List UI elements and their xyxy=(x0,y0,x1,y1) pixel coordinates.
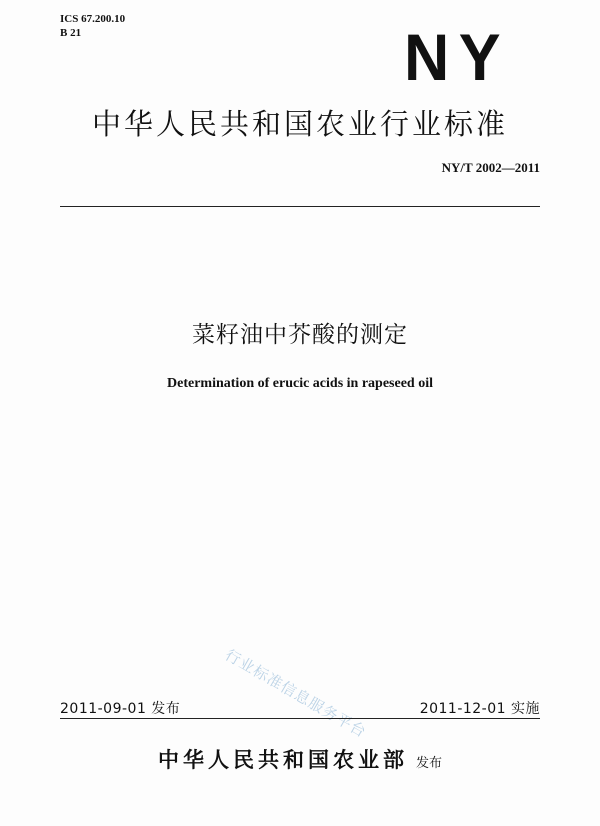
ics-code: ICS 67.200.10 xyxy=(60,13,126,25)
standard-number: NY/T 2002—2011 xyxy=(441,160,540,175)
issuer-name: 中华人民共和国农业部 xyxy=(157,747,408,772)
release-date: 2011-09-01 发布 xyxy=(60,701,181,717)
classification-codes xyxy=(60,12,125,40)
document-title-cn: 菜籽油中芥酸的测定 xyxy=(192,322,408,348)
ny-logo: NY xyxy=(404,20,511,94)
platform-watermark: 行业标准信息服务平台 xyxy=(222,645,370,742)
header-divider xyxy=(60,206,540,207)
effective-date: 2011-12-01 实施 xyxy=(419,701,540,717)
document-title-en: Determination of erucic acids in rapeseed oil xyxy=(167,376,433,391)
class-code: B 21 xyxy=(60,27,82,39)
footer-divider xyxy=(60,718,540,719)
standard-category-title: 中华人民共和国农业行业标准 xyxy=(91,107,508,141)
issuer-line xyxy=(0,744,600,774)
issuer-suffix: 发布 xyxy=(415,756,442,771)
